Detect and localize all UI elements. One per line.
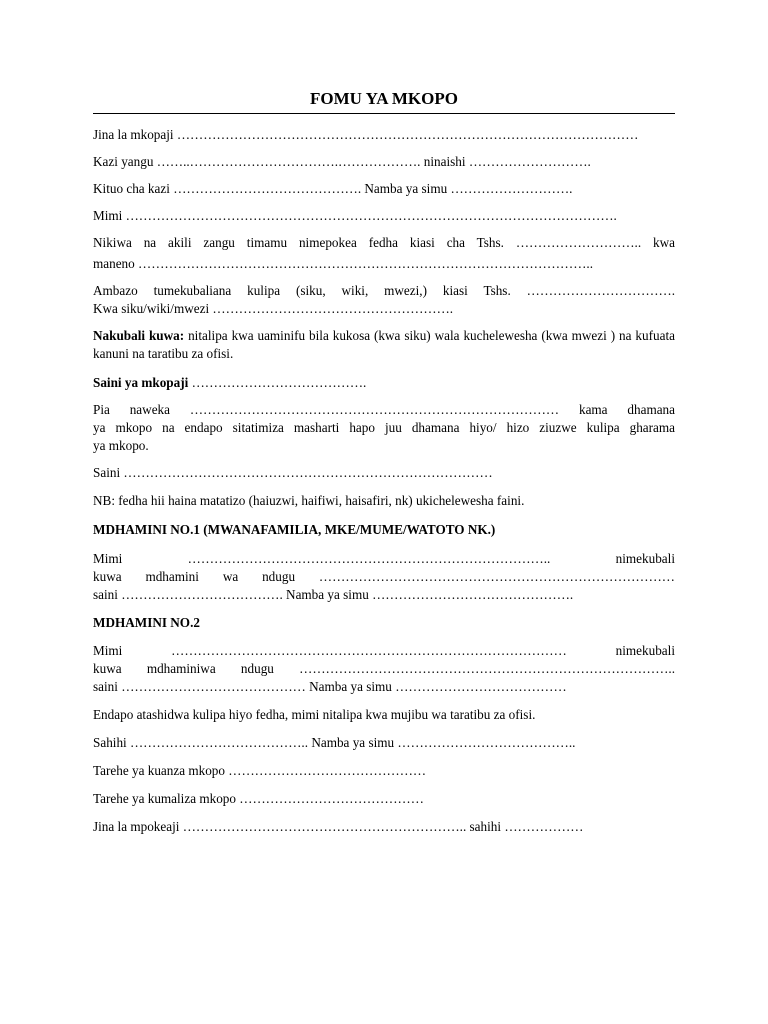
- repayment-line-2: Kwa siku/wiki/mwezi ……………………………………………….: [93, 301, 454, 316]
- guarantor-1-line-3: saini ………………………………. Namba ya simu ……………………………………….: [93, 587, 574, 602]
- guarantor-1-line-2: kuwa mdhamini wa ndugu ………………………………………………………………………: [93, 569, 675, 584]
- guarantor-1-heading: MDHAMINI NO.1 (MWANAFAMILIA, MKE/MUME/WATOTO NK.): [93, 522, 496, 537]
- guarantor-2-line-1: Mimi ……………………………………………………………………………… nimekubali: [93, 643, 675, 658]
- collateral-line-2: ya mkopo na endapo sitatimiza masharti hapo juu dhamana hiyo/ hizo ziuzwe kulipa gharama: [93, 420, 675, 435]
- loan-form-page: [93, 88, 675, 114]
- borrower-signature-label: Saini ya mkopaji: [93, 375, 189, 390]
- guarantor-1-line-1: Mimi ……………………………………………………………………….. nimekubali: [93, 551, 675, 566]
- guarantor-2-line-3: saini …………………………………… Namba ya simu …………………………………: [93, 679, 567, 694]
- signature-line: Saini …………………………………………………………………………: [93, 465, 493, 480]
- end-date-line: Tarehe ya kumaliza mkopo ……………………………………: [93, 791, 424, 806]
- note-line: NB: fedha hii haina matatizo (haiuzwi, haifiwi, haisafiri, nk) ukichelewesha faini.: [93, 493, 525, 508]
- workplace-line: Kituo cha kazi ……………………………………. Namba ya simu ……………………….: [93, 181, 573, 196]
- borrower-name-line: Jina la mkopaji ……………………………………………………………………………………………: [93, 127, 639, 142]
- occupation-line: Kazi yangu ……..…………………………….………………. ninaishi ……………………….: [93, 154, 591, 169]
- borrower-signature-line: [93, 374, 675, 392]
- guarantor-2-line-2: kuwa mdhaminiwa ndugu …………………………………………………………………………..: [93, 661, 675, 676]
- agreement-text: nitalipa kwa uaminifu bila kukosa (kwa siku) wala kuchelewesha (kwa mwezi ) na kufuata kanuni na taratibu za ofisi.: [93, 328, 675, 361]
- borrower-signature-dots: ………………………………….: [188, 375, 367, 390]
- default-statement: Endapo atashidwa kulipa hiyo fedha, mimi nitalipa kwa mujibu wa taratibu za ofisi.: [93, 707, 536, 722]
- collateral-line-1: Pia naweka ………………………………………………………………………… kama dhamana: [93, 402, 675, 417]
- sahihi-line: Sahihi ………………………………….. Namba ya simu …………………………………..: [93, 735, 576, 750]
- start-date-line: Tarehe ya kuanza mkopo ………………………………………: [93, 763, 427, 778]
- amount-line-2: maneno …………………………………………………………………………………………..: [93, 256, 594, 271]
- mimi-line: Mimi ………………………………………………………………………………………………….: [93, 208, 617, 223]
- collateral-line-3: ya mkopo.: [93, 438, 149, 453]
- agreement-paragraph: [93, 327, 675, 363]
- repayment-line-1: Ambazo tumekubaliana kulipa (siku, wiki, mwezi,) kiasi Tshs. …………………………….: [93, 283, 675, 298]
- guarantor-2-heading: MDHAMINI NO.2: [93, 615, 200, 630]
- amount-line-1: Nikiwa na akili zangu timamu nimepokea fedha kiasi cha Tshs. ……………………….. kwa: [93, 235, 675, 250]
- agreement-label: Nakubali kuwa:: [93, 328, 185, 343]
- form-title: FOMU YA MKOPO: [93, 88, 675, 114]
- receiver-line: Jina la mpokeaji ……………………………………………………….. sahihi ………………: [93, 819, 584, 834]
